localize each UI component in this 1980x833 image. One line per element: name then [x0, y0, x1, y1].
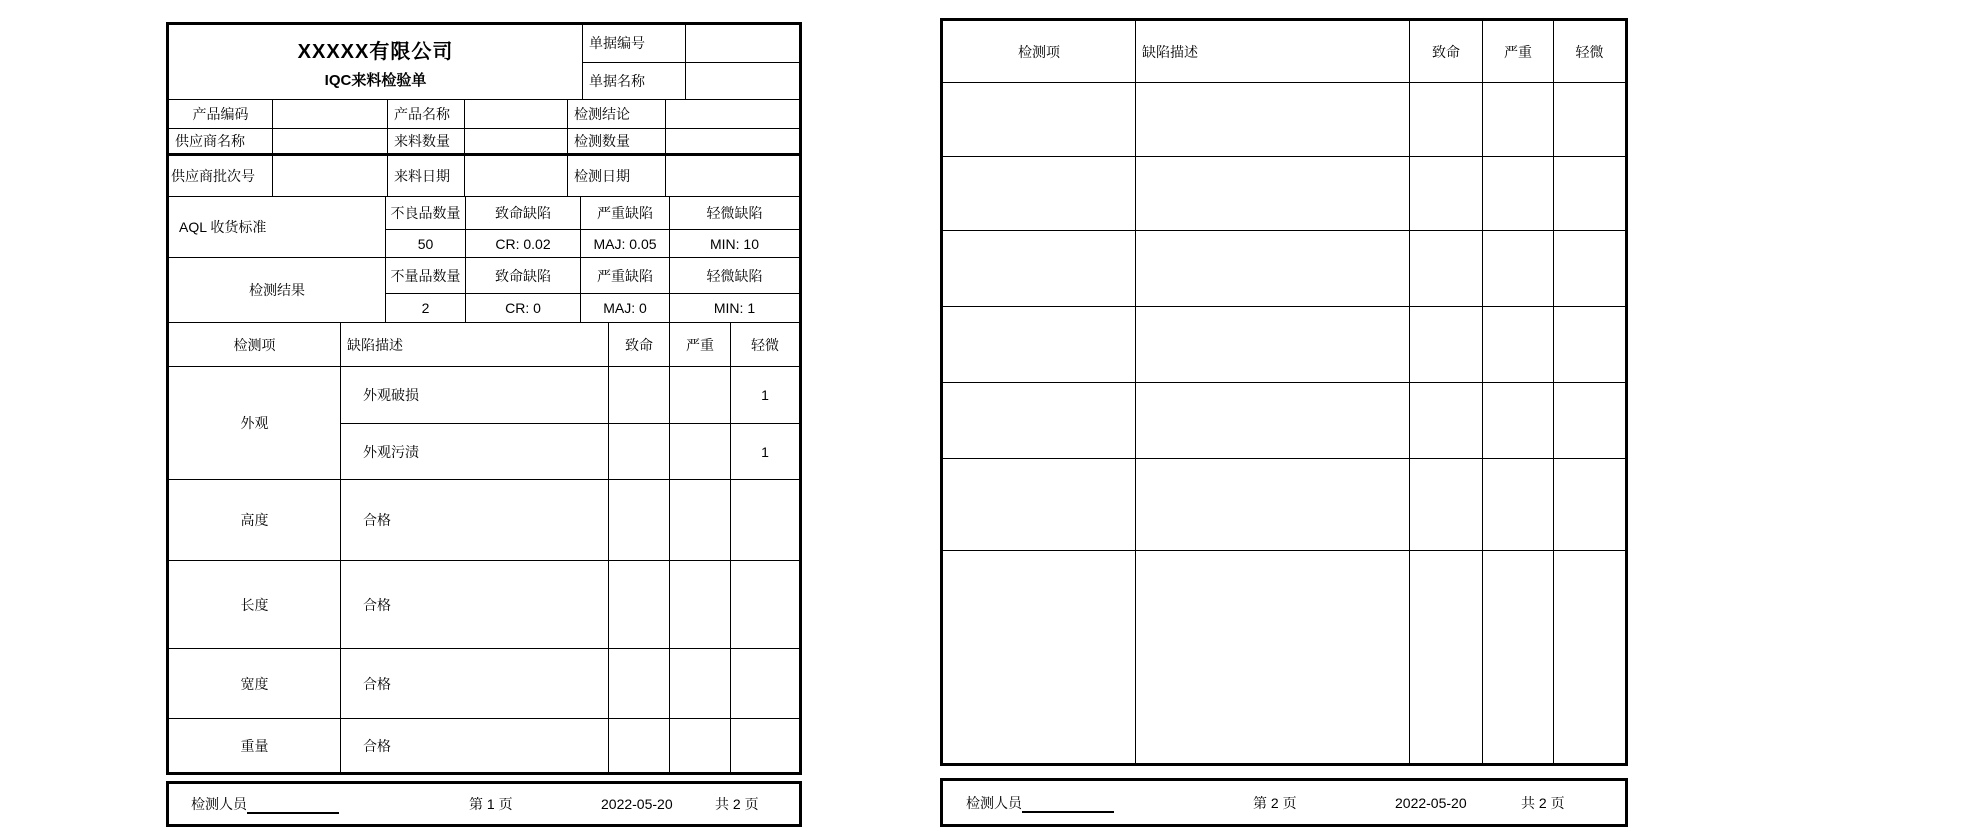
- page1-inspector: [191, 794, 339, 814]
- p2-empty-cell: [1410, 551, 1483, 763]
- p2-empty-cell: [1483, 231, 1554, 306]
- item-length-label: 长度: [169, 561, 341, 648]
- item-width-major: [670, 649, 731, 718]
- page2-date: 2022-05-20: [1395, 794, 1467, 811]
- item-row-appearance-group: [169, 367, 799, 480]
- p2-empty-cell: [1136, 83, 1410, 156]
- result-major-value: MAJ: 0: [581, 294, 670, 322]
- page2-footer: [940, 778, 1628, 827]
- p2-empty-cell: [1136, 231, 1410, 306]
- result-header-row: [386, 258, 799, 294]
- page1-header-band: [169, 25, 799, 100]
- form-title: IQC来料检验单: [324, 71, 427, 89]
- p2-empty-cell: [1483, 383, 1554, 458]
- inspection-date-label: 检测日期: [568, 156, 666, 196]
- p2-empty-cell: [1554, 157, 1625, 230]
- defect-damage-major: [670, 367, 731, 423]
- result-critical-value: CR: 0: [466, 294, 581, 322]
- p2-col-desc: 缺陷描述: [1136, 21, 1410, 82]
- p2-empty-cell: [1554, 383, 1625, 458]
- p2-empty-cell: [943, 459, 1136, 550]
- p2-empty-cell: [943, 383, 1136, 458]
- item-height-major: [670, 480, 731, 560]
- p2-empty-row: [943, 231, 1625, 307]
- item-appearance-label: 外观: [169, 367, 341, 479]
- incoming-qty-label: 来料数量: [388, 129, 465, 153]
- item-row-width: [169, 649, 799, 719]
- page2-table-header: [943, 21, 1625, 83]
- form-title-block: [169, 25, 583, 99]
- aql-standard-body: [386, 197, 799, 257]
- inspection-qty-label: 检测数量: [568, 129, 666, 153]
- p2-empty-cell: [1136, 383, 1410, 458]
- p2-empty-row: [943, 383, 1625, 459]
- page-2-table: [940, 18, 1628, 766]
- item-weight-minor: [731, 719, 799, 772]
- p2-empty-cell: [1554, 231, 1625, 306]
- inspection-date-value: [666, 156, 799, 196]
- aql-header-row: [386, 197, 799, 230]
- product-name-value: [465, 100, 568, 128]
- item-weight-major: [670, 719, 731, 772]
- p2-empty-cell: [1554, 307, 1625, 382]
- p2-empty-cell: [1136, 307, 1410, 382]
- p2-empty-cell: [1483, 551, 1554, 763]
- item-width-desc: 合格: [341, 649, 609, 718]
- items-col-minor: 轻微: [751, 336, 779, 353]
- item-height-desc: 合格: [341, 480, 609, 560]
- p2-empty-row: [943, 83, 1625, 157]
- item-height-critical: [609, 480, 670, 560]
- p2-empty-cell: [1136, 459, 1410, 550]
- inspection-result-section: [169, 258, 799, 323]
- aql-major-header: 严重缺陷: [581, 197, 670, 229]
- doc-header-block: [583, 25, 799, 99]
- doc-no-value: [686, 25, 799, 62]
- item-weight-label: 重量: [169, 719, 341, 772]
- item-length-critical: [609, 561, 670, 648]
- product-code-value: [273, 100, 388, 128]
- supplier-name-value: [273, 129, 388, 153]
- p2-empty-row: [943, 307, 1625, 383]
- doc-no-label: 单据编号: [583, 25, 686, 62]
- p2-empty-cell: [1410, 307, 1483, 382]
- p2-col-critical: 致命: [1410, 21, 1483, 82]
- item-width-minor: [731, 649, 799, 718]
- inspector-label: 检测人员: [966, 794, 1022, 811]
- p2-empty-cell: [1136, 157, 1410, 230]
- p2-empty-cell: [943, 231, 1136, 306]
- company-name: XXXXX有限公司: [297, 40, 454, 63]
- info-row-supplier: [169, 129, 799, 156]
- inspector-label: 检测人员: [191, 796, 247, 812]
- aql-major-value: MAJ: 0.05: [581, 230, 670, 257]
- p2-empty-cell: [1483, 307, 1554, 382]
- p2-empty-cell: [1554, 551, 1625, 763]
- p2-col-minor: 轻微: [1575, 43, 1604, 60]
- item-length-major: [670, 561, 731, 648]
- items-col-item: 检测项: [169, 323, 341, 366]
- aql-defect-qty-value: 50: [386, 230, 466, 257]
- info-row-batch: [169, 156, 799, 197]
- product-code-label: 产品编码: [169, 100, 273, 128]
- p2-empty-cell: [1483, 83, 1554, 156]
- result-major-header: 严重缺陷: [581, 258, 670, 293]
- appearance-defect-rows: [341, 367, 799, 479]
- incoming-qty-value: [465, 129, 568, 153]
- items-table-header: [169, 323, 799, 367]
- doc-name-label: 单据名称: [583, 63, 686, 100]
- defect-damage-minor: 1: [761, 387, 769, 403]
- defect-desc-damage: 外观破损: [341, 367, 609, 423]
- items-col-major: 严重: [670, 323, 731, 366]
- result-defect-qty-header: 不量品数量: [386, 258, 466, 293]
- item-row-length: [169, 561, 799, 649]
- page-1-form: [166, 22, 802, 775]
- aql-minor-value: MIN: 10: [709, 235, 759, 252]
- page2-total-pages: 共 2 页: [1521, 794, 1565, 811]
- info-row-product: [169, 100, 799, 129]
- item-weight-desc: 合格: [341, 719, 609, 772]
- incoming-date-label: 来料日期: [388, 156, 465, 196]
- result-defect-qty-value: 2: [386, 294, 466, 322]
- items-col-desc: 缺陷描述: [341, 323, 609, 366]
- item-height-minor: [731, 480, 799, 560]
- p2-empty-cell: [1136, 551, 1410, 763]
- item-width-label: 宽度: [169, 649, 341, 718]
- supplier-batch-value: [273, 156, 388, 196]
- item-row-weight: [169, 719, 799, 772]
- incoming-date-value: [465, 156, 568, 196]
- inspection-qty-value: [666, 129, 799, 153]
- defect-damage-critical: [609, 367, 670, 423]
- aql-standard-label: AQL 收货标准: [169, 197, 386, 257]
- item-width-critical: [609, 649, 670, 718]
- defect-desc-stain: 外观污渍: [341, 424, 609, 479]
- p2-empty-cell: [1483, 157, 1554, 230]
- p2-empty-row: [943, 551, 1625, 763]
- product-name-label: 产品名称: [388, 100, 465, 128]
- doc-name-row: [583, 63, 799, 100]
- p2-empty-row: [943, 459, 1625, 551]
- item-height-label: 高度: [169, 480, 341, 560]
- defect-row-stain: [341, 424, 799, 479]
- result-minor-value: MIN: 1: [713, 300, 756, 316]
- p2-empty-cell: [1410, 231, 1483, 306]
- aql-critical-value: CR: 0.02: [466, 230, 581, 257]
- result-values-row: [386, 294, 799, 322]
- item-row-height: [169, 480, 799, 561]
- result-minor-header: 轻微缺陷: [706, 267, 763, 284]
- defect-stain-critical: [609, 424, 670, 479]
- p2-col-major: 严重: [1483, 21, 1554, 82]
- aql-standard-section: [169, 197, 799, 258]
- p2-empty-cell: [1410, 459, 1483, 550]
- defect-stain-minor: 1: [761, 443, 769, 460]
- aql-values-row: [386, 230, 799, 257]
- p2-empty-cell: [943, 551, 1136, 763]
- p2-empty-cell: [943, 307, 1136, 382]
- defect-row-damage: [341, 367, 799, 424]
- p2-empty-cell: [1410, 383, 1483, 458]
- page2-inspector: [966, 793, 1114, 813]
- aql-critical-header: 致命缺陷: [466, 197, 581, 229]
- items-col-critical: 致命: [609, 323, 670, 366]
- result-critical-header: 致命缺陷: [466, 258, 581, 293]
- p2-empty-cell: [943, 157, 1136, 230]
- page1-total-pages: 共 2 页: [715, 796, 759, 812]
- aql-defect-qty-header: 不良品数量: [386, 197, 466, 229]
- item-length-desc: 合格: [341, 561, 609, 648]
- supplier-batch-label: 供应商批次号: [169, 156, 273, 196]
- doc-no-row: [583, 25, 799, 63]
- item-weight-critical: [609, 719, 670, 772]
- p2-empty-row: [943, 157, 1625, 231]
- p2-empty-cell: [1483, 459, 1554, 550]
- inspection-conclusion-value: [666, 100, 799, 128]
- inspector-signature-line: [247, 799, 339, 814]
- p2-empty-cell: [943, 83, 1136, 156]
- doc-name-value: [686, 63, 799, 100]
- inspector-signature-line: [1022, 798, 1114, 813]
- inspection-result-body: [386, 258, 799, 322]
- p2-empty-cell: [1554, 459, 1625, 550]
- defect-stain-major: [670, 424, 731, 479]
- page1-page-number: 第 1 页: [469, 796, 513, 812]
- page1-date: 2022-05-20: [601, 796, 673, 812]
- inspection-conclusion-label: 检测结论: [568, 100, 666, 128]
- page2-page-number: 第 2 页: [1253, 794, 1297, 811]
- aql-minor-header: 轻微缺陷: [706, 205, 763, 221]
- supplier-name-label: 供应商名称: [169, 129, 273, 153]
- p2-empty-cell: [1410, 157, 1483, 230]
- p2-empty-cell: [1410, 83, 1483, 156]
- item-length-minor: [731, 561, 799, 648]
- p2-col-item: 检测项: [943, 21, 1136, 82]
- page1-footer: [166, 781, 802, 827]
- p2-empty-cell: [1554, 83, 1625, 156]
- inspection-result-label: 检测结果: [169, 258, 386, 322]
